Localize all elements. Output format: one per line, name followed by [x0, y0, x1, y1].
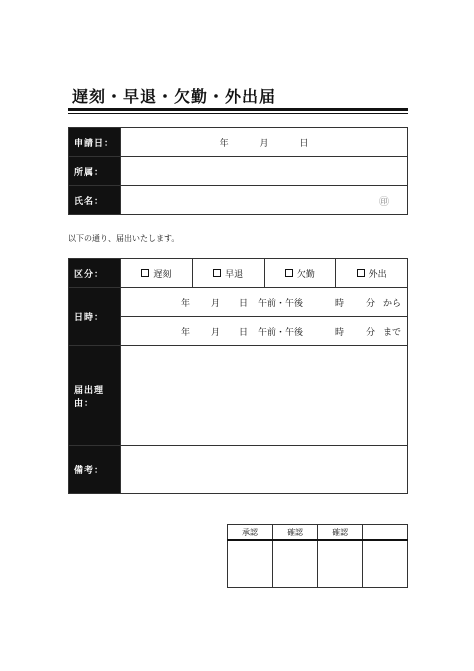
- confirm-header: 確認: [318, 525, 363, 541]
- reason-field[interactable]: [121, 346, 408, 446]
- minute-unit: 分: [366, 328, 376, 338]
- blank-header: [363, 525, 408, 541]
- option-absence[interactable]: [264, 259, 336, 288]
- date-day-unit: 日: [299, 138, 309, 149]
- reason-label: 届出理由：: [69, 346, 121, 446]
- dept-field[interactable]: [121, 157, 408, 186]
- checkbox-icon: [213, 269, 221, 277]
- approval-table: [227, 524, 408, 588]
- minute-unit: 分: [366, 299, 376, 309]
- remarks-field[interactable]: [121, 446, 408, 494]
- date-field[interactable]: [121, 128, 408, 157]
- title-rule-thick: [68, 108, 408, 111]
- datetime-from-row[interactable]: [121, 288, 408, 317]
- month-unit: 月: [211, 328, 221, 338]
- year-unit: 年: [181, 328, 191, 338]
- details-table: [68, 258, 408, 494]
- date-month-unit: 月: [259, 138, 269, 149]
- hour-unit: 時: [335, 299, 345, 309]
- until-suffix: まで: [383, 328, 402, 338]
- blank-stamp-box[interactable]: [363, 540, 408, 588]
- option-early-leave[interactable]: [192, 259, 264, 288]
- day-unit: 日: [239, 328, 249, 338]
- option-label: 欠勤: [296, 269, 315, 280]
- year-unit: 年: [181, 299, 191, 309]
- title-rule-thin: [68, 113, 408, 114]
- datetime-label: 日時：: [69, 288, 121, 346]
- approval-header: 承認: [228, 525, 273, 541]
- remarks-label: 備考：: [69, 446, 121, 494]
- option-label: 早退: [225, 269, 244, 280]
- applicant-table: [68, 127, 408, 215]
- confirm-header: 確認: [273, 525, 318, 541]
- checkbox-icon: [285, 269, 293, 277]
- category-label: 区分：: [69, 259, 121, 288]
- date-label: 申請日：: [69, 128, 121, 157]
- option-label: 遅刻: [153, 269, 172, 280]
- hour-unit: 時: [335, 328, 345, 338]
- option-late[interactable]: [121, 259, 193, 288]
- dept-label: 所属：: [69, 157, 121, 186]
- seal-icon: ㊞: [379, 196, 389, 208]
- ampm-choice: 午前・午後: [258, 328, 304, 338]
- name-field[interactable]: [121, 186, 408, 215]
- approval-stamp-box[interactable]: [228, 540, 273, 588]
- datetime-until-row[interactable]: [121, 317, 408, 346]
- intro-note: 以下の通り、届出いたします。: [68, 234, 180, 243]
- date-year-unit: 年: [219, 138, 229, 149]
- month-unit: 月: [211, 299, 221, 309]
- checkbox-icon: [357, 269, 365, 277]
- day-unit: 日: [239, 299, 249, 309]
- option-label: 外出: [368, 269, 387, 280]
- confirm-stamp-box[interactable]: [318, 540, 363, 588]
- ampm-choice: 午前・午後: [258, 299, 304, 309]
- confirm-stamp-box[interactable]: [273, 540, 318, 588]
- checkbox-icon: [141, 269, 149, 277]
- option-outing[interactable]: [336, 259, 408, 288]
- form-title: 遅刻・早退・欠勤・外出届: [72, 87, 277, 106]
- from-suffix: から: [383, 299, 402, 309]
- name-label: 氏名：: [69, 186, 121, 215]
